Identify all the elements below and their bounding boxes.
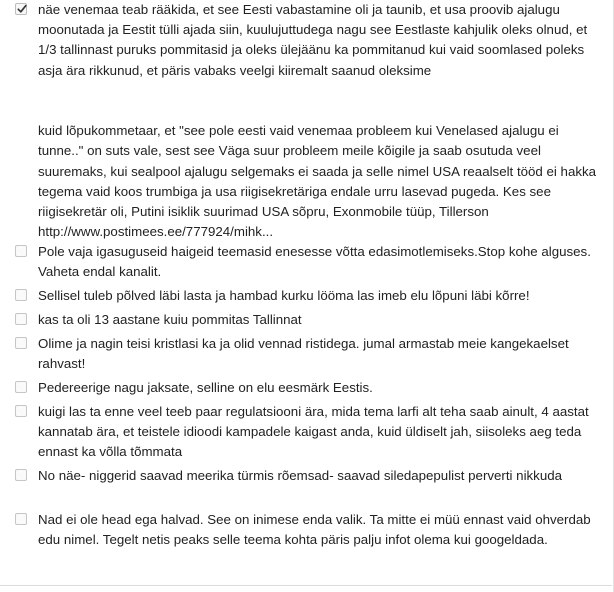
comment-text: Pole vaja igasuguseid haigeid teemasid enesesse võtta edasimotlemiseks.Stop kohe alguses. Vaheta endal kanalit. (38, 244, 595, 280)
checkbox-checked[interactable] (15, 3, 27, 15)
list-item (0, 242, 612, 282)
list-item (0, 402, 612, 463)
comment-text: Pedereerige nagu jaksate, selline on elu eesmärk Eestis. (38, 380, 373, 395)
list-item (0, 310, 612, 330)
list-item (0, 466, 612, 486)
comment-text: kuigi las ta enne veel teeb paar regulatsiooni ära, mida tema larfi alt teha saab ainult, 4 aastat kannatab ära, et teistele idioodi kampadele kaigast anda, kuid üldiselt jah, siisoleks aeg teda ennast ka võlla tõmmata (38, 404, 593, 460)
comment-text: näe venemaa teab rääkida, et see Eesti vabastamine oli ja taunib, et usa proovib ajalugu moonutada ja Eestit tülli ajada siin, kuulujuttudega nagu see Eestlaste kahjulik oleks olnud, et 1/3 tallinnast puruks pommitasid ja oleks ülejäänu ka pommitanud kui vaid soomlased poleks asja ära rikkunud, et päris vabaks veelgi kiiremalt saanud oleksime kuid lõpukommetaar, et "see pole eesti vaid venemaa probleem kui Venelased ajalugu ei tunne.." on suts vale, sest see Väga suur probleem meile kõigile ja saab osutuda veel suuremaks, kui sealpool ajalugu selgemaks ei saada ja selle nimel USA reaalselt tööd ei hakka tegema vaid koos trumbiga ja usa riigisekretäriga endale urru lasevad pugeda. Kes see riigisekretär oli, Putini isiklik suurimad USA sõpru, Exonmobile tüüp, Tillerson http://www.postimees.ee/777924/mihk... (38, 2, 597, 240)
checkbox[interactable] (15, 313, 27, 325)
bottom-divider (0, 585, 612, 586)
checkbox[interactable] (15, 469, 27, 481)
checkbox[interactable] (15, 245, 27, 257)
list-item (0, 0, 612, 240)
comment-text: Olime ja nagin teisi kristlasi ka ja olid vennad ristidega. jumal armastab meie kangekaelset rahvast! (38, 336, 573, 372)
checkbox[interactable] (15, 513, 27, 525)
checkbox[interactable] (15, 289, 27, 301)
checkbox[interactable] (15, 381, 27, 393)
comment-text: kas ta oli 13 aastane kuiu pommitas Tallinnat (38, 312, 302, 327)
checkbox[interactable] (15, 405, 27, 417)
comment-text: No näe- niggerid saavad meerika türmis rõemsad- saavad siledapepulist perverti nikkuda (38, 468, 563, 483)
list-item (0, 334, 612, 374)
comment-text: Nad ei ole head ega halvad. See on inimese enda valik. Ta mitte ei müü ennast vaid ohverdab edu nimel. Tegelt netis peaks selle teema kohta päris palju infot olema kui googeldada. (38, 512, 595, 548)
checkbox[interactable] (15, 337, 27, 349)
list-item (0, 510, 612, 550)
list-item (0, 378, 612, 398)
comment-text: Sellisel tuleb põlved läbi lasta ja hambad kurku lööma las imeb elu lõpuni läbi kõrre! (38, 288, 530, 303)
list-item (0, 286, 612, 306)
checkmark-icon (16, 3, 28, 15)
